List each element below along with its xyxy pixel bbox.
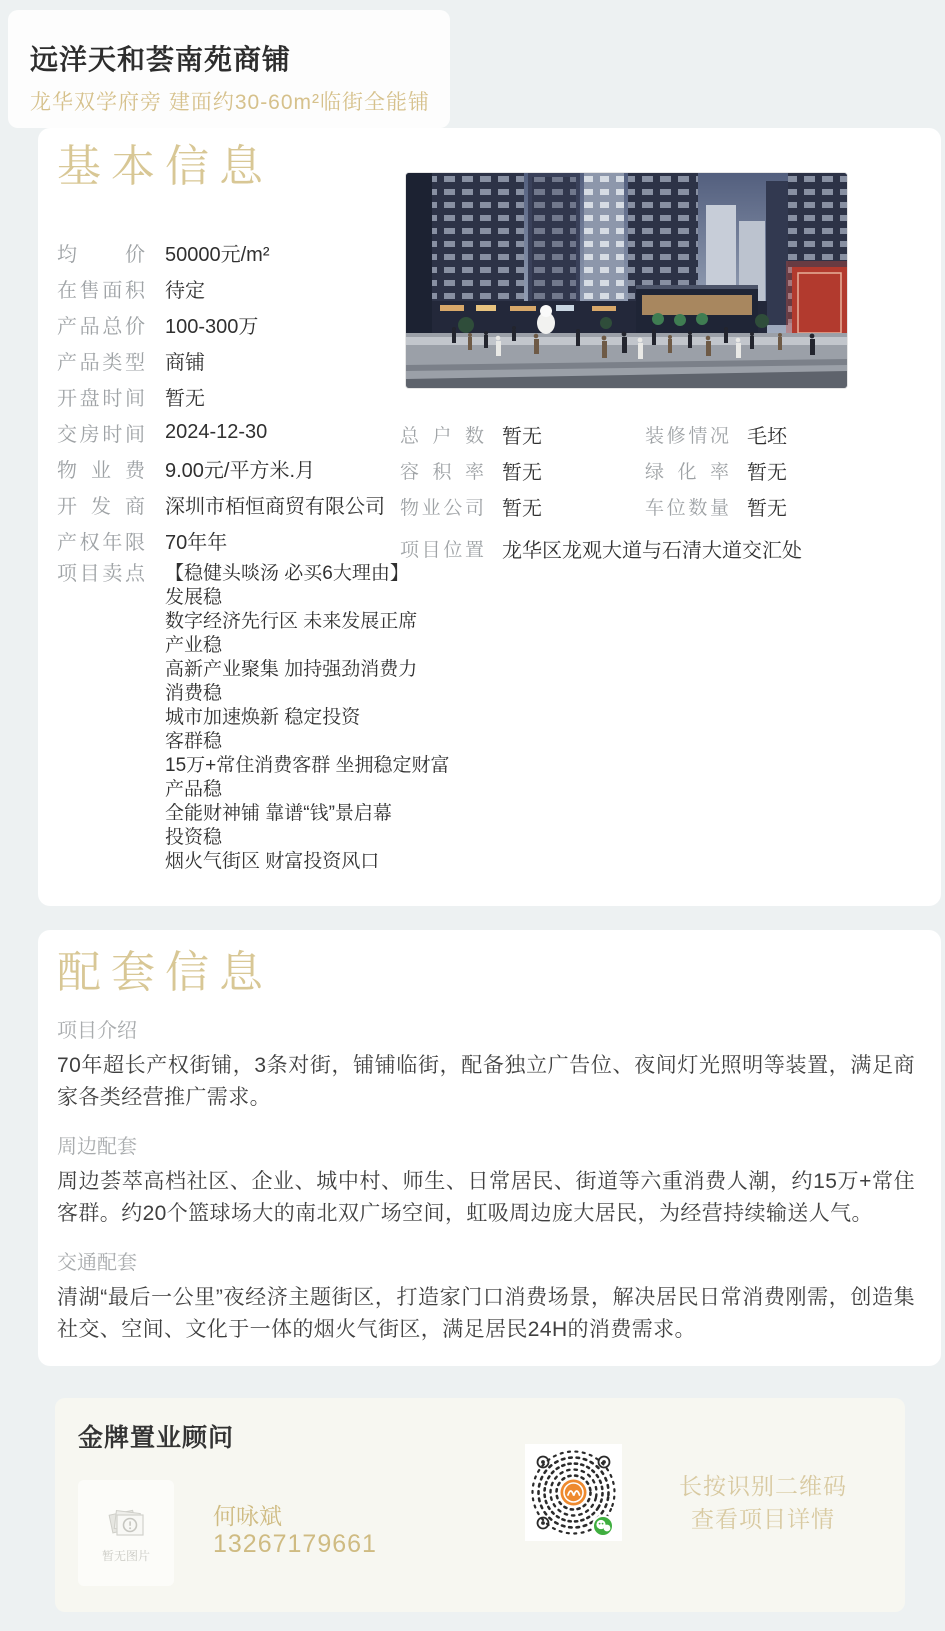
- kv-row-property-fee: [57, 450, 402, 486]
- kv-label: 项目卖点: [57, 563, 145, 585]
- kv-label: 开盘时间: [57, 387, 145, 410]
- kv-value: 暂无: [747, 461, 787, 484]
- advisor-phone-number[interactable]: 13267179661: [213, 1530, 377, 1558]
- kv-row-opening-date: [57, 378, 402, 414]
- advisor-heading: 金牌置业顾问: [78, 1424, 235, 1452]
- kv-label: 开发商: [57, 495, 145, 518]
- kv-row-property-company: [400, 488, 645, 524]
- section-title-transport: 交通配套: [57, 1252, 137, 1274]
- kv-label: 容积率: [400, 461, 484, 483]
- page-title: 远洋天和荟南苑商铺: [30, 44, 292, 75]
- selling-point-line: 烟火气街区 财富投资风口: [165, 851, 380, 872]
- kv-label: 产品总价: [57, 315, 145, 338]
- kv-label: 产品类型: [57, 351, 145, 374]
- section-title-project-intro: 项目介绍: [57, 1020, 137, 1042]
- kv-row-plot-ratio: [400, 452, 645, 488]
- kv-row-decoration: [645, 416, 940, 452]
- selling-point-line: 消费稳: [165, 683, 223, 704]
- kv-row-product-type: [57, 342, 402, 378]
- kv-value: 深圳市栢恒商贸有限公司: [165, 495, 385, 518]
- basic-info-grid: [400, 416, 940, 524]
- selling-point-line: 产业稳: [165, 635, 223, 656]
- kv-row-area-on-sale: [57, 270, 402, 306]
- kv-value: 毛坯: [747, 425, 787, 448]
- kv-label: 物业费: [57, 459, 145, 482]
- kv-value: 70年年: [165, 531, 228, 554]
- kv-row-total-price: [57, 306, 402, 342]
- kv-row-average-price: [57, 234, 402, 270]
- kv-value: 暂无: [502, 497, 542, 520]
- kv-value: 暂无: [502, 425, 542, 448]
- kv-value: 商铺: [165, 351, 205, 374]
- kv-value: 9.00元/平方米.月: [165, 459, 316, 482]
- kv-row-delivery-date: [57, 414, 402, 450]
- qr-hint-line1: 长按识别二维码: [679, 1473, 847, 1499]
- amenities-card: [38, 930, 941, 1366]
- kv-value: 待定: [165, 279, 205, 302]
- kv-value: 暂无: [747, 497, 787, 520]
- kv-label: 物业公司: [400, 497, 484, 519]
- selling-point-line: 发展稳: [165, 587, 223, 608]
- qr-hint-text: [638, 1470, 888, 1536]
- selling-points-list: [165, 562, 450, 874]
- kv-value: 暂无: [165, 387, 205, 410]
- project-rendering-image[interactable]: [405, 172, 848, 389]
- advisor-card: [55, 1398, 905, 1612]
- kv-row-parking: [645, 488, 940, 524]
- section-text-project-intro: 70年超长产权街铺，3条对街，铺铺临街，配备独立广告位、夜间灯光照明等装置，满足商家各类经营推广需求。: [57, 1054, 915, 1109]
- kv-row-project-location: [400, 530, 940, 566]
- kv-value: 2024-12-30: [165, 420, 268, 443]
- kv-value: 50000元/m²: [165, 243, 270, 266]
- kv-row-total-units: [400, 416, 645, 452]
- kv-value: 龙华区龙观大道与石清大道交汇处: [502, 539, 802, 562]
- selling-point-line: 全能财神铺 靠谱“钱”景启幕: [165, 803, 392, 824]
- selling-point-line: 投资稳: [165, 827, 223, 848]
- amenities-heading: 配套信息: [57, 948, 273, 997]
- basic-info-heading: 基本信息: [57, 142, 273, 191]
- kv-row-selling-points: [57, 562, 450, 874]
- section-title-surroundings: 周边配套: [57, 1136, 137, 1158]
- section-text-surroundings: 周边荟萃高档社区、企业、城中村、师生、日常居民、街道等六重消费人潮，约15万+常住客群。约20个篮球场大的南北双广场空间，虹吸周边庞大居民，为经营持续输送人气。: [57, 1170, 915, 1225]
- qr-hint-line2: 查看项目详情: [691, 1506, 835, 1532]
- kv-label: 均价: [57, 243, 145, 266]
- advisor-photo-placeholder: [78, 1480, 174, 1586]
- qr-code[interactable]: [525, 1444, 622, 1541]
- advisor-name: 何咏斌: [213, 1503, 282, 1529]
- selling-point-line: 【稳健头啖汤 必买6大理由】: [165, 563, 409, 584]
- selling-point-line: 客群稳: [165, 731, 223, 752]
- kv-label: 在售面积: [57, 279, 145, 302]
- header-card: [8, 10, 450, 128]
- kv-label: 产权年限: [57, 531, 145, 554]
- photo-placeholder-label: 暂无图片: [101, 1548, 150, 1563]
- selling-point-line: 产品稳: [165, 779, 223, 800]
- kv-value: 暂无: [502, 461, 542, 484]
- selling-point-line: 城市加速焕新 稳定投资: [165, 707, 361, 728]
- section-text-transport: 清湖“最后一公里”夜经济主题街区，打造家门口消费场景，解决居民日常消费刚需，创造集社交、空间、文化于一体的烟火气街区，满足居民24H的消费需求。: [57, 1286, 915, 1341]
- page-subtitle: 龙华双学府旁 建面约30-60m²临街全能铺: [30, 91, 431, 114]
- kv-label: 绿化率: [645, 461, 729, 483]
- kv-row-tenure: [57, 522, 402, 558]
- basic-info-card: [38, 128, 941, 906]
- photo-stack-icon: [103, 1503, 149, 1543]
- rendering-illustration: [406, 173, 847, 388]
- selling-point-line: 高新产业聚集 加持强劲消费力: [165, 659, 418, 680]
- kv-row-developer: [57, 486, 402, 522]
- kv-label: 总户数: [400, 425, 484, 447]
- qr-code-graphic: [525, 1444, 622, 1541]
- kv-row-green-ratio: [645, 452, 940, 488]
- kv-label: 装修情况: [645, 425, 729, 447]
- kv-label: 车位数量: [645, 497, 729, 519]
- kv-value: 100-300万: [165, 315, 259, 338]
- selling-point-line: 15万+常住消费客群 坐拥稳定财富: [165, 755, 450, 776]
- kv-label: 交房时间: [57, 423, 145, 446]
- kv-label: 项目位置: [400, 539, 484, 561]
- selling-point-line: 数字经济先行区 未来发展正席: [165, 611, 418, 632]
